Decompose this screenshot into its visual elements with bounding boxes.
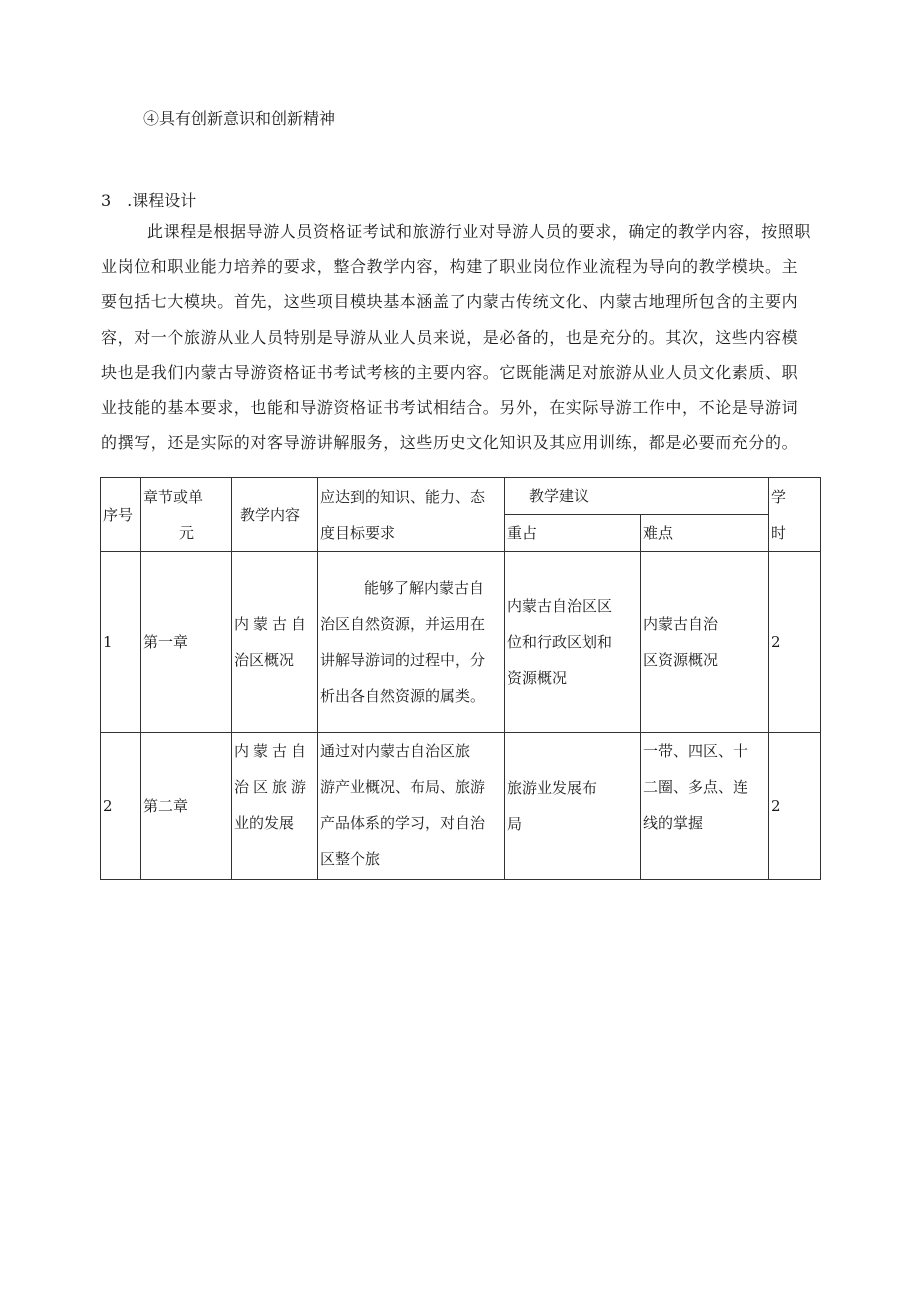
cell-content: 内蒙古自 治区概况 bbox=[232, 552, 318, 733]
list-item-innovation: ④具有创新意识和创新精神 bbox=[143, 109, 336, 128]
cell-chapter: 第一章 bbox=[141, 552, 232, 733]
cell-goal: 通过对内蒙古自治区旅 游产业概况、布局、旅游 产品体系的学习，对自治 区整个旅 bbox=[318, 733, 505, 880]
header-content: 教学内容 bbox=[232, 478, 318, 552]
header-difficulty: 难点 bbox=[641, 515, 769, 552]
paragraph-line: 业技能的基本要求，也能和导游资格证书考试相结合。另外，在实际导游工作中，不论是导游词 bbox=[101, 398, 799, 418]
course-table bbox=[100, 477, 821, 880]
cell-content: 内蒙古自 治区旅游 业的发展 bbox=[232, 733, 318, 880]
header-key: 重占 bbox=[505, 515, 641, 552]
cell-hours: 2 bbox=[769, 733, 821, 880]
header-chapter: 章节或单 元 bbox=[141, 478, 232, 552]
paragraph-line: 要包括七大模块。首先，这些项目模块基本涵盖了内蒙古传统文化、内蒙古地理所包含的主要内 bbox=[101, 292, 799, 312]
header-goal: 应达到的知识、能力、态 度目标要求 bbox=[318, 478, 505, 552]
cell-seq: 1 bbox=[101, 552, 141, 733]
paragraph-line: 业岗位和职业能力培养的要求，整合教学内容，构建了职业岗位作业流程为导向的教学模块。主 bbox=[101, 257, 799, 277]
cell-chapter: 第二章 bbox=[141, 733, 232, 880]
cell-difficulty: 一带、四区、十 二圈、多点、连 线的掌握 bbox=[641, 733, 769, 880]
course-design-paragraph bbox=[101, 214, 821, 460]
cell-key: 旅游业发展布 局 bbox=[505, 733, 641, 880]
paragraph-line: 块也是我们内蒙古导游资格证书考试考核的主要内容。它既能满足对旅游从业人员文化素质、职 bbox=[101, 362, 799, 382]
paragraph-line: 的撰写，还是实际的对客导游讲解服务，这些历史文化知识及其应用训练，都是必要而充分的。 bbox=[101, 433, 799, 453]
paragraph-line: 此课程是根据导游人员资格证考试和旅游行业对导游人员的要求，确定的教学内容，按照职 bbox=[147, 222, 812, 241]
header-suggestion: 教学建议 bbox=[505, 478, 769, 515]
table-row bbox=[101, 552, 821, 733]
cell-key: 内蒙古自治区区 位和行政区划和 资源概况 bbox=[505, 552, 641, 733]
cell-goal: 能够了解内蒙古自 治区自然资源，并运用在 讲解导游词的过程中，分 析出各自然资源的属类。 bbox=[318, 552, 505, 733]
header-seq: 序号 bbox=[101, 478, 141, 552]
table-row bbox=[101, 733, 821, 880]
paragraph-line: 容，对一个旅游从业人员特别是导游从业人员来说，是必备的，也是充分的。其次，这些内容模 bbox=[101, 327, 799, 347]
cell-seq: 2 bbox=[101, 733, 141, 880]
header-hours: 学 时 bbox=[769, 478, 821, 552]
cell-hours: 2 bbox=[769, 552, 821, 733]
table-header-row bbox=[101, 478, 821, 515]
cell-difficulty: 内蒙古自治 区资源概况 bbox=[641, 552, 769, 733]
section-heading: 3 .课程设计 bbox=[101, 191, 197, 210]
